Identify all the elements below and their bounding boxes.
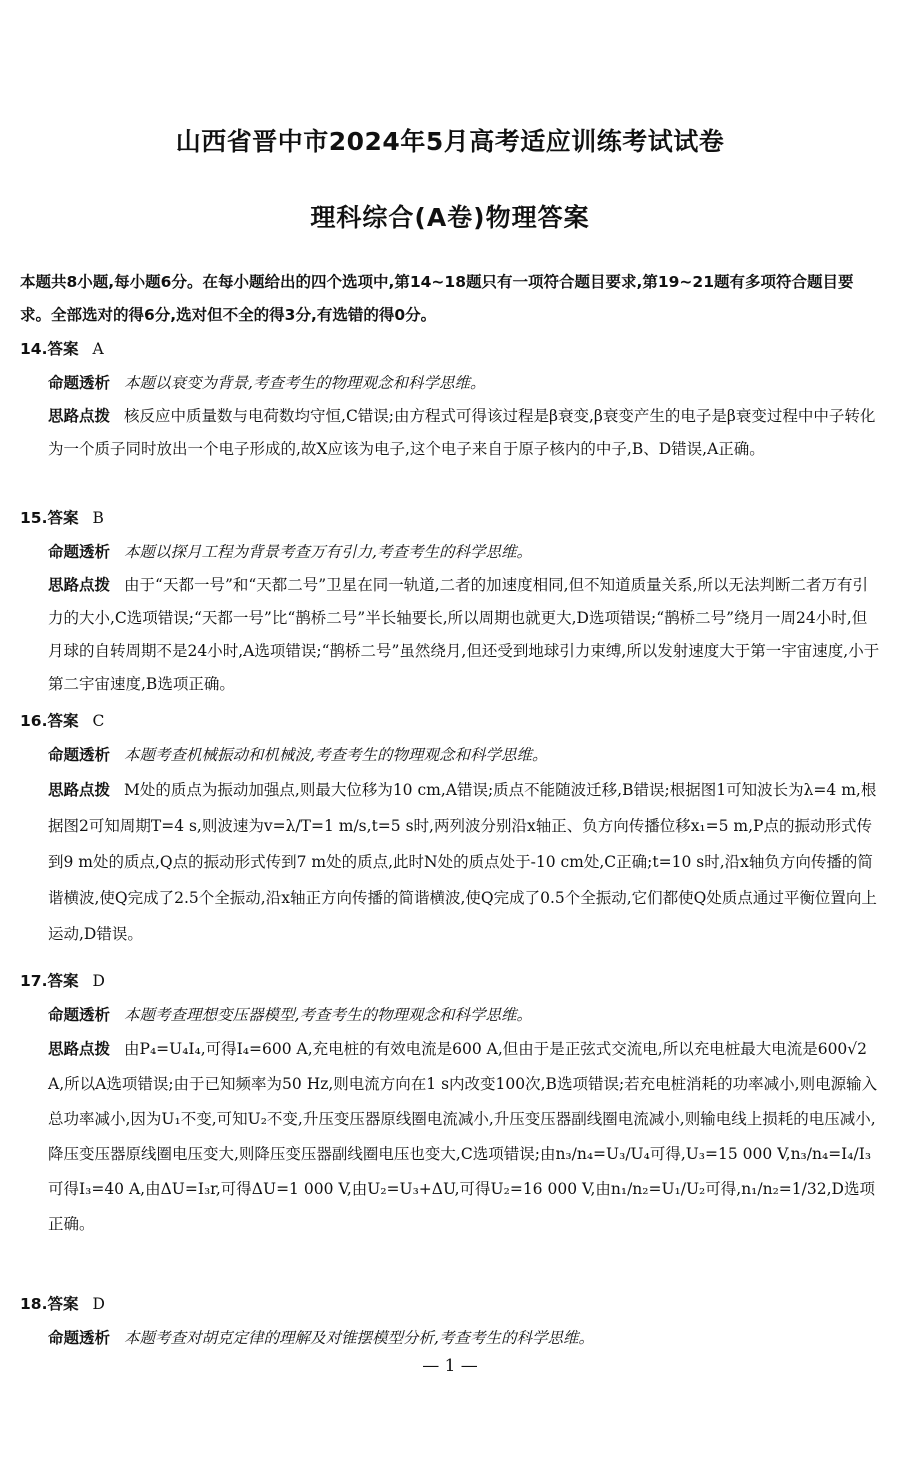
intent-text: 本题考查理想变压器模型,考查考生的物理观念和科学思维。 [124,1006,532,1024]
intent-label: 命题透析 [48,1329,111,1347]
analysis-text: 由P₄=U₄I₄,可得I₄=600 A,充电桩的有效电流是600 A,但由于是正弦式交流电,所以充电桩最大电流是600√2 A,所以A选项错误;由于已知频率为50 Hz,则电流方向在1 s内改变100次,B选项错误;若充电桩消耗的功率减小,则电源输入总功率减小,因为U₁不变,可知U₂不变,升压变压器原线圈电流减小,升压变压器副线圈电流减小,则输电线上损耗的电压减小,降压变压器原线圈电压变大,则降压变压器副线圈电压也变大,C选项错误;由n₃/n₄=U₃/U₄可得,U₃=15 000 V,n₃/n₄=I₄/I₃可得I₃=40 A,由ΔU=I₃r,可得ΔU=1 000 V,由U₂=U₃+ΔU,可得U₂=16 000 V,由n₁/n₂=U₁/U₂可得,n₁/n₂=1/32,D选项正确。 [48,1040,878,1233]
intent-text: 本题以探月工程为背景考查万有引力,考查考生的科学思维。 [124,543,532,561]
answer-label: 答案 [47,340,79,358]
instructions: 本题共8小题,每小题6分。在每小题给出的四个选项中,第14~18题只有一项符合题目要求,第19~21题有多项符合题目要求。全部选对的得6分,选对但不全的得3分,有选错的得0分。 [20,273,854,324]
answer-value: B [92,509,104,527]
analysis-text: 由于“天都一号”和“天都二号”卫星在同一轨道,二者的加速度相同,但不知道质量关系,所以无法判断二者万有引力的大小,C选项错误;“天都一号”比“鹊桥二号”半长轴要长,所以周期也就更大,D选项错误;“鹊桥二号”绕月一周24小时,但月球的自转周期不是24小时,A选项错误;“鹊桥二号”虽然绕月,但还受到地球引力束缚,所以发射速度大于第一宇宙速度,小于第二宇宙速度,B选项正确。 [48,576,880,693]
question-number: 15. [20,509,48,527]
question-15-header [20,506,104,528]
answer-label: 答案 [47,509,79,527]
answer-value: D [92,1295,105,1313]
question-17-intent [48,999,882,1032]
question-14-intent [48,367,882,400]
question-number: 17. [20,972,48,990]
analysis-label: 思路点拨 [48,1040,111,1058]
question-number: 16. [20,712,48,730]
question-16-analysis [48,772,882,952]
analysis-label: 思路点拨 [48,407,111,425]
answer-value: C [92,712,105,730]
intent-label: 命题透析 [48,1006,111,1024]
analysis-text: 核反应中质量数与电荷数均守恒,C错误;由方程式可得该过程是β衰变,β衰变产生的电子是β衰变过程中中子转化为一个质子同时放出一个电子形成的,故X应该为电子,这个电子来自于原子核内的中子,B、D错误,A正确。 [48,407,876,458]
question-16-intent [48,739,882,772]
answer-value: A [92,340,104,358]
page-subtitle: 理科综合(A卷)物理答案 [310,203,590,232]
intent-text: 本题考查对胡克定律的理解及对锥摆模型分析,考查考生的科学思维。 [124,1329,594,1347]
analysis-label: 思路点拨 [48,781,111,799]
question-18-header [20,1292,105,1314]
intent-label: 命题透析 [48,543,111,561]
page-number: — 1 — [422,1356,478,1376]
answer-value: D [92,972,105,990]
answer-label: 答案 [47,972,79,990]
question-17-analysis [48,1032,882,1242]
intent-label: 命题透析 [48,746,111,764]
question-14-header [20,337,104,359]
page-title: 山西省晋中市2024年5月高考适应训练考试试卷 [175,127,725,156]
analysis-text: M处的质点为振动加强点,则最大位移为10 cm,A错误;质点不能随波迁移,B错误;根据图1可知波长为λ=4 m,根据图2可知周期T=4 s,则波速为v=λ/T=1 m/s,t=5 s时,两列波分别沿x轴正、负方向传播位移x₁=5 m,P点的振动形式传到9 m处的质点,Q点的振动形式传到7 m处的质点,此时N处的质点处于-10 cm处,C正确;t=10 s时,沿x轴负方向传播的简谐横波,使Q完成了2.5个全振动,沿x轴正方向传播的简谐横波,使Q完成了0.5个全振动,它们都使Q处质点通过平衡位置向上运动,D错误。 [48,781,877,943]
question-15-intent [48,536,882,569]
answer-label: 答案 [47,712,79,730]
intent-label: 命题透析 [48,374,111,392]
question-18-intent [48,1322,882,1355]
question-17-header [20,969,105,991]
question-number: 14. [20,340,48,358]
question-number: 18. [20,1295,48,1313]
question-15-analysis [48,569,882,701]
analysis-label: 思路点拨 [48,576,111,594]
question-16-header [20,709,104,731]
intent-text: 本题考查机械振动和机械波,考查考生的物理观念和科学思维。 [124,746,548,764]
intent-text: 本题以衰变为背景,考查考生的物理观念和科学思维。 [124,374,486,392]
question-14-analysis [48,400,882,466]
answer-label: 答案 [47,1295,79,1313]
